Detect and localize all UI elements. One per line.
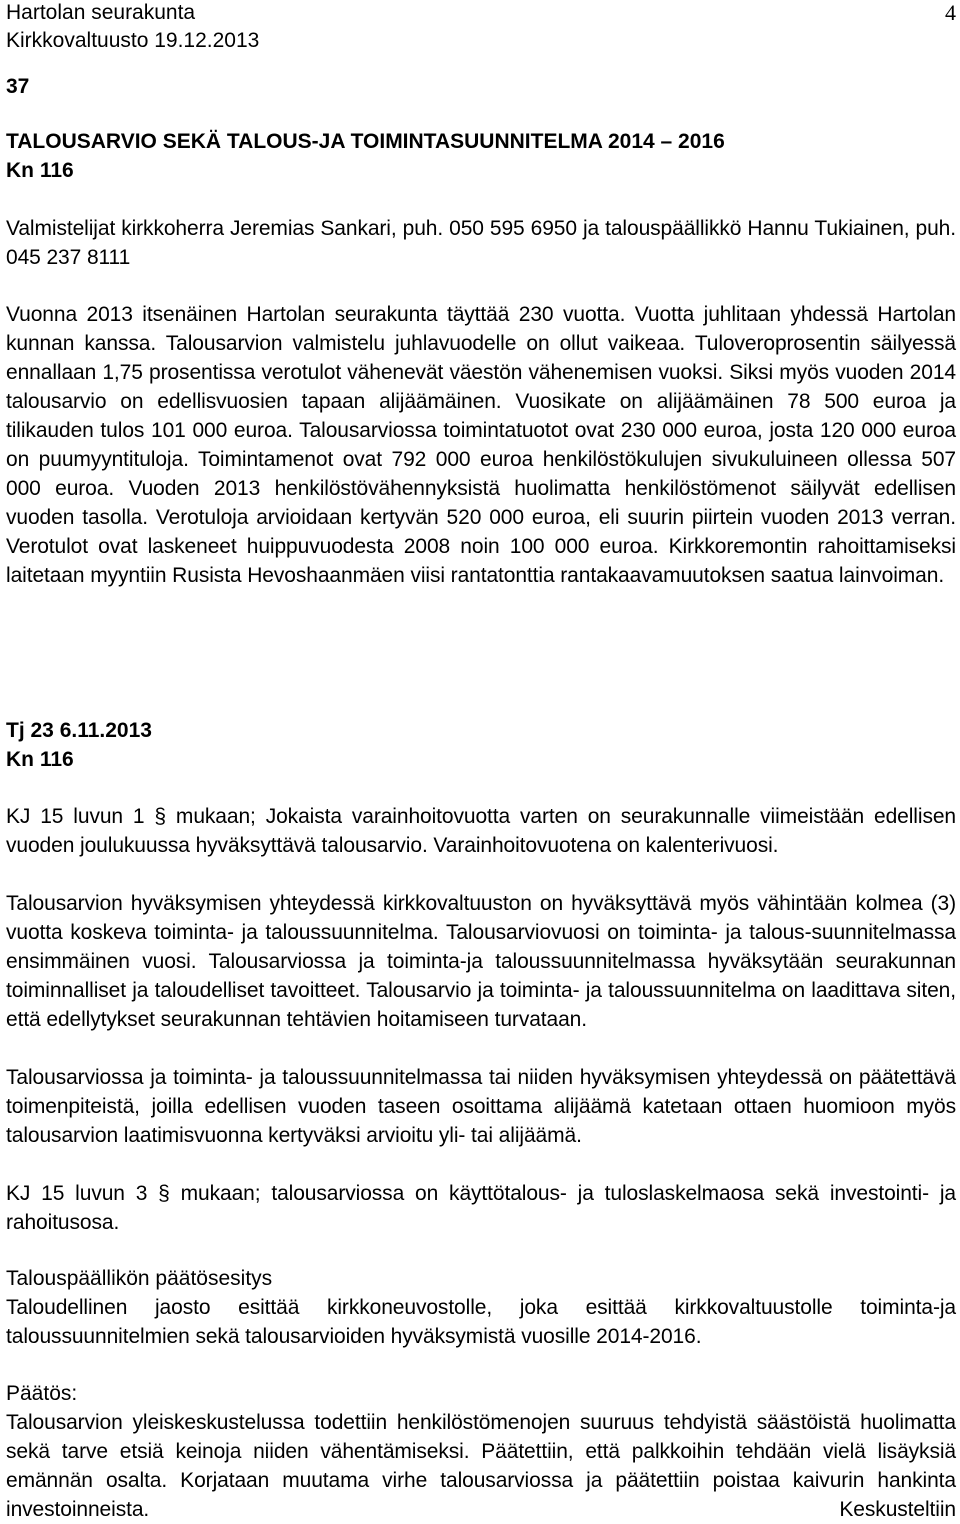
section-title: TALOUSARVIO SEKÄ TALOUS-JA TOIMINTASUUNNITELMA 2014 – 2016: [6, 130, 725, 153]
page-header: [6, 0, 956, 55]
section-heading: [6, 127, 956, 185]
decision-text: Talousarvion yleiskeskustelussa todettiin henkilöstömenojen suuruus tehdyistä säästöistä huolimatta sekä tarve etsiä keinoja niiden vähentämiseksi. Päätettiin, että palkkoihin tehdään vielä lisäyksiä emännän osalta. Korjataan muutama virhe talousarviossa ja päätettiin poistaa kaivurin hankinta investoinneista. Keskusteltiin: [6, 1411, 956, 1521]
section-number: 37: [6, 75, 30, 98]
tj-kn: Kn 116: [6, 748, 74, 771]
tj-ref: Tj 23 6.11.2013: [6, 719, 152, 742]
preparers-paragraph: Valmistelijat kirkkoherra Jeremias Sankari, puh. 050 595 6950 ja talouspäällikkö Hannu Tukiainen, puh. 045 237 8111: [6, 217, 956, 269]
header-meeting: Kirkkovaltuusto 19.12.2013: [6, 29, 260, 52]
law1b-paragraph: Talousarvion hyväksymisen yhteydessä kirkkovaltuuston on hyväksyttävä myös vähintään kolmea (3) vuotta koskeva toiminta- ja taloussuunnitelma. Talousarviovuosi on toiminta- ja talous-suunnitelmassa ensimmäinen vuosi. Talousarviossa ja toiminta-ja taloussuunnitelmassa hyväksytään seurakunnan toiminnalliset ja taloudelliset tavoitteet. Talousarvio ja toiminta- ja taloussuunnitelma on laadittava siten, että edellytykset seurakunnan tehtävien hoitamiseen turvataan.: [6, 892, 956, 1031]
page-number: 4: [945, 0, 956, 25]
intro-paragraph: Vuonna 2013 itsenäinen Hartolan seurakunta täyttää 230 vuotta. Vuotta juhlitaan yhdessä Hartolan kunnan kanssa. Talousarvion valmistelu juhlavuodelle on ollut vaikeaa. Tuloveroprosentin säilyessä ennallaan 1,75 prosentissa verotulot vähenevät väestön vähenemisen vuoksi. Siksi myös vuoden 2014 talousarvio on edellisvuosien tapaan alijäämäinen. Vuosikate on alijäämäinen 78 500 euroa ja tilikauden tulos 101 000 euroa. Talousarviossa toimintatuotot ovat 230 000 euroa, josta 120 000 euroa on puumyyntituloja. Toimintamenot ovat 792 000 euroa henkilöstökulujen sivukuluineen ollessa 507 000 euroa. Vuoden 2013 henkilöstövähennyksistä huolimatta henkilöstömenot säilyvät edellisen vuoden tasolla. Verotuloja arvioidaan kertyvän 520 000 euroa, eli suurin piirtein vuoden 2013 verran. Verotulot ovat laskeneet huippuvuodesta 2008 noin 100 000 euroa. Kirkkoremontin rahoittamiseksi laitetaan myyntiin Rusista Hevoshaanmäen viisi rantatonttia rantakaavamuutoksen saatua lainvoiman.: [6, 303, 956, 587]
tj-heading: [6, 716, 956, 774]
proposal-heading: Talouspäällikön päätösesitys: [6, 1267, 273, 1290]
law2-paragraph: KJ 15 luvun 3 § mukaan; talousarviossa on käyttötalous- ja tuloslaskelmaosa sekä investointi- ja rahoitusosa.: [6, 1182, 956, 1234]
law1-paragraph: KJ 15 luvun 1 § mukaan; Jokaista varainhoitovuotta varten on seurakunnalle viimeistään edellisen vuoden joulukuussa hyväksyttävä talousarvio. Varainhoitovuotena on kalenterivuosi.: [6, 805, 956, 857]
decision-heading: Päätös:: [6, 1382, 78, 1405]
law1c-paragraph: Talousarviossa ja toiminta- ja taloussuunnitelmassa tai niiden hyväksymisen yhteydessä on päätettävä toimenpiteistä, joilla edellisen vuoden taseen osoittama alijäämä katetaan ottaen huomioon myös talousarvion laatimisvuonna kertyväksi arvioitu yli- tai alijäämä.: [6, 1066, 956, 1147]
header-org: Hartolan seurakunta: [6, 1, 196, 24]
proposal-text: Taloudellinen jaosto esittää kirkkoneuvostolle, joka esittää kirkkovaltuustolle toiminta-ja taloussuunnitelmien sekä talousarvioiden hyväksymistä vuosille 2014-2016.: [6, 1296, 956, 1348]
section-ref: Kn 116: [6, 159, 74, 182]
